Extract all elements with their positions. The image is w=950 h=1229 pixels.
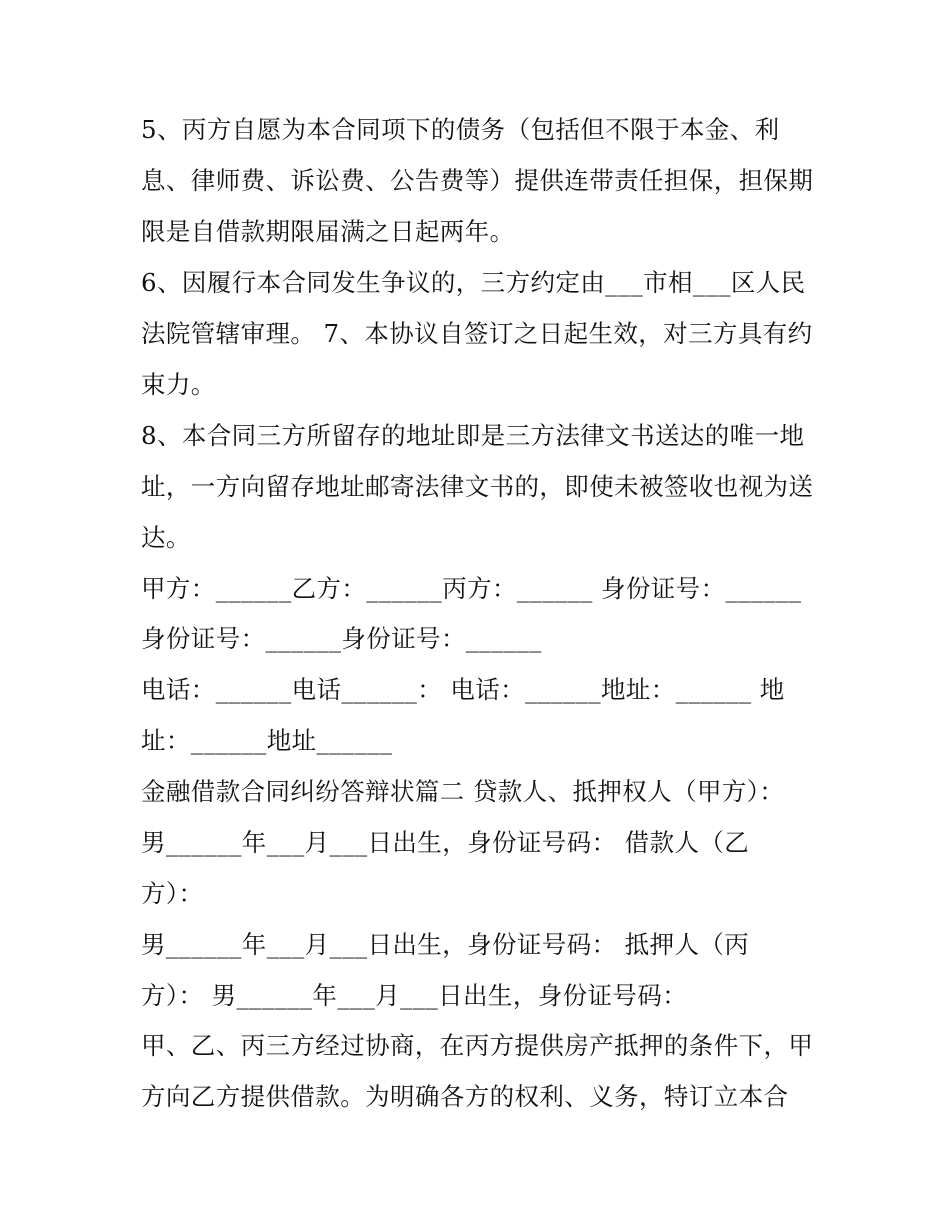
text-line: 限是自借款期限届满之日起两年。 xyxy=(141,217,515,246)
signature-line: 身份证号：______身份证号：______ xyxy=(141,624,542,653)
section-heading-line: 金融借款合同纠纷答辩状篇二 贷款人、抵押权人（甲方）： xyxy=(141,777,785,806)
text-line: 男______年___月___日出生，身份证号码： 抵押人（丙 xyxy=(141,930,750,959)
text-line: 方）： 男______年___月___日出生，身份证号码： xyxy=(141,981,688,1010)
signature-line: 甲方：______乙方：______丙方：______ 身份证号：______ xyxy=(141,574,802,603)
text-line: 法院管辖审理。 7、本协议自签订之日起生效，对三方具有约 xyxy=(141,319,813,348)
text-line: 5、丙方自愿为本合同项下的债务（包括但不限于本金、利 xyxy=(141,115,780,144)
text-line: 8、本合同三方所留存的地址即是三方法律文书送达的唯一地 xyxy=(141,421,805,450)
text-line: 址，一方向留存地址邮寄法律文书的，即使未被签收也视为送 xyxy=(141,472,814,501)
text-line: 束力。 xyxy=(141,370,216,399)
text-line: 达。 xyxy=(141,523,191,552)
signature-line: 电话：______电话______： 电话：______地址：______ 地 xyxy=(141,675,785,704)
text-line: 男______年___月___日出生，身份证号码： 借款人（乙 xyxy=(141,828,750,857)
text-line: 方）： xyxy=(141,879,204,908)
text-line: 方向乙方提供借款。为明确各方的权利、义务，特订立本合 xyxy=(141,1082,789,1111)
text-line: 6、因履行本合同发生争议的，三方约定由___市相___区人民 xyxy=(141,268,806,297)
text-line: 息、律师费、诉讼费、公告费等）提供连带责任担保，担保期 xyxy=(141,166,814,195)
signature-line: 址：______地址______ xyxy=(141,726,393,755)
text-line: 甲、乙、丙三方经过协商，在丙方提供房产抵押的条件下，甲 xyxy=(141,1031,814,1060)
